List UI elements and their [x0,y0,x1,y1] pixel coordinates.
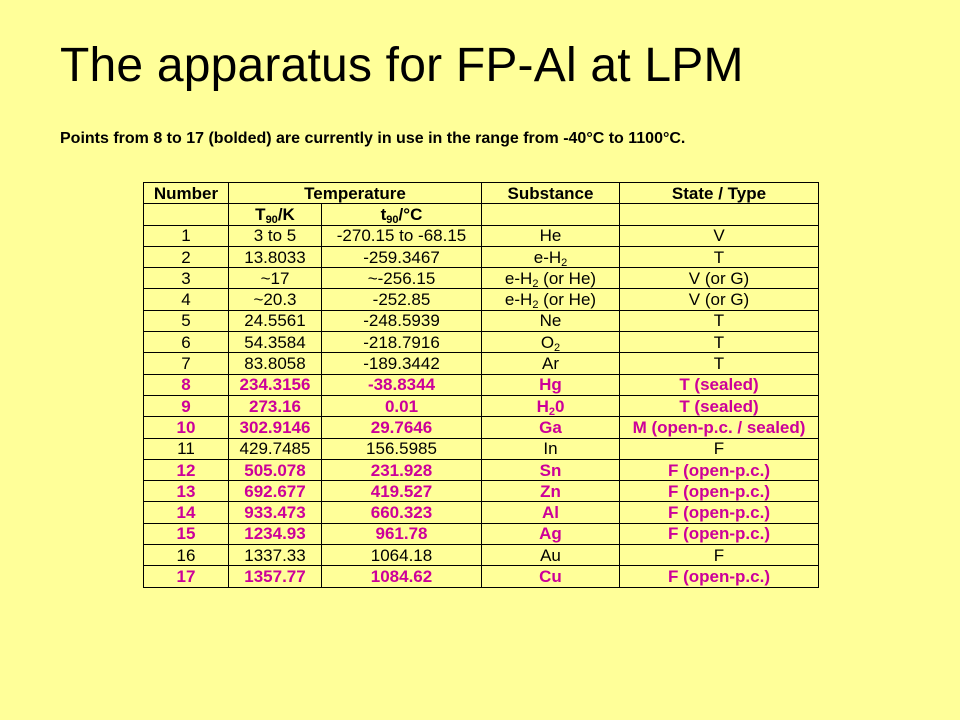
cell-substance: Zn [482,481,620,502]
cell-state-type: V (or G) [620,268,819,289]
cell-temp-celsius: -270.15 to -68.15 [322,225,482,246]
cell-number: 15 [144,523,229,544]
cell-temp-kelvin: 505.078 [229,459,322,480]
table-row [144,459,819,480]
cell-temp-kelvin: 273.16 [229,395,322,416]
cell-state-type: F [620,438,819,459]
subheader-empty [620,204,819,225]
cell-substance: Al [482,502,620,523]
cell-substance: $H_20$ [482,395,620,416]
cell-substance: $e-H_2$ [482,246,620,267]
cell-number: 5 [144,310,229,331]
cell-substance: Sn [482,459,620,480]
cell-temp-celsius: -259.3467 [322,246,482,267]
cell-state-type: F (open-p.c.) [620,459,819,480]
cell-state-type: T [620,310,819,331]
table-row [144,353,819,374]
cell-temp-kelvin: 83.8058 [229,353,322,374]
table-row [144,545,819,566]
table-row [144,289,819,310]
cell-temp-kelvin: 24.5561 [229,310,322,331]
cell-substance: In [482,438,620,459]
cell-state-type: T [620,353,819,374]
cell-state-type: T (sealed) [620,395,819,416]
cell-number: 7 [144,353,229,374]
cell-temp-celsius: -38.8344 [322,374,482,395]
cell-temp-kelvin: 234.3156 [229,374,322,395]
cell-number: 6 [144,332,229,353]
cell-state-type: V [620,225,819,246]
cell-temp-kelvin: ~20.3 [229,289,322,310]
table-row [144,523,819,544]
cell-temp-kelvin: 933.473 [229,502,322,523]
cell-temp-kelvin: 54.3584 [229,332,322,353]
header-number: Number [144,183,229,204]
header-temperature: Temperature [229,183,482,204]
header-substance: Substance [482,183,620,204]
cell-substance: Au [482,545,620,566]
table-row [144,332,819,353]
cell-number: 4 [144,289,229,310]
cell-number: 16 [144,545,229,566]
cell-number: 3 [144,268,229,289]
cell-state-type: T [620,332,819,353]
cell-temp-kelvin: 692.677 [229,481,322,502]
cell-temp-celsius: -218.7916 [322,332,482,353]
cell-substance: Ar [482,353,620,374]
cell-substance: Cu [482,566,620,587]
cell-substance: He [482,225,620,246]
subheader-empty [144,204,229,225]
fixed-points-table [143,182,819,588]
cell-state-type: F [620,545,819,566]
cell-number: 12 [144,459,229,480]
table-row [144,374,819,395]
cell-number: 10 [144,417,229,438]
cell-number: 14 [144,502,229,523]
cell-temp-celsius: 0.01 [322,395,482,416]
cell-temp-celsius: 29.7646 [322,417,482,438]
cell-number: 1 [144,225,229,246]
cell-temp-celsius: 1064.18 [322,545,482,566]
cell-temp-kelvin: 13.8033 [229,246,322,267]
cell-temp-celsius: -252.85 [322,289,482,310]
table-row [144,310,819,331]
table-row [144,566,819,587]
cell-state-type: M (open-p.c. / sealed) [620,417,819,438]
cell-temp-celsius: 961.78 [322,523,482,544]
cell-substance: Ga [482,417,620,438]
table-row [144,502,819,523]
cell-substance: Ne [482,310,620,331]
table-row [144,268,819,289]
cell-temp-kelvin: 1234.93 [229,523,322,544]
cell-state-type: F (open-p.c.) [620,502,819,523]
cell-temp-kelvin: 3 to 5 [229,225,322,246]
table-body [144,183,819,588]
cell-state-type: F (open-p.c.) [620,566,819,587]
subheader-empty [482,204,620,225]
cell-substance: $e-H_2$ (or He) [482,289,620,310]
table-row [144,417,819,438]
cell-temp-kelvin: 429.7485 [229,438,322,459]
cell-temp-celsius: 1084.62 [322,566,482,587]
cell-state-type: T (sealed) [620,374,819,395]
cell-state-type: F (open-p.c.) [620,523,819,544]
cell-temp-celsius: 156.5985 [322,438,482,459]
cell-temp-kelvin: 1357.77 [229,566,322,587]
cell-state-type: T [620,246,819,267]
cell-temp-celsius: ~-256.15 [322,268,482,289]
cell-substance: Hg [482,374,620,395]
table-subheader-row [144,204,819,225]
cell-state-type: V (or G) [620,289,819,310]
page-title: The apparatus for FP-Al at LPM [60,39,744,92]
subheader-t90-celsius: $t_{90}/^\circ C$ [322,204,482,225]
subheader-t90-kelvin: $T_{90}/K$ [229,204,322,225]
cell-temp-celsius: 419.527 [322,481,482,502]
cell-substance: Ag [482,523,620,544]
cell-temp-kelvin: ~17 [229,268,322,289]
cell-temp-celsius: -189.3442 [322,353,482,374]
cell-number: 11 [144,438,229,459]
page-subtitle: Points from 8 to 17 (bolded) are currently in use in the range from -40°C to 1100°C. [60,130,686,147]
table-header-row [144,183,819,204]
cell-number: 13 [144,481,229,502]
cell-temp-celsius: 660.323 [322,502,482,523]
table-row [144,438,819,459]
table-row [144,395,819,416]
cell-number: 9 [144,395,229,416]
cell-temp-kelvin: 1337.33 [229,545,322,566]
cell-state-type: F (open-p.c.) [620,481,819,502]
table-row [144,246,819,267]
cell-number: 17 [144,566,229,587]
cell-number: 8 [144,374,229,395]
cell-temp-celsius: -248.5939 [322,310,482,331]
table-row [144,481,819,502]
cell-substance: $O_2$ [482,332,620,353]
cell-temp-kelvin: 302.9146 [229,417,322,438]
table-row [144,225,819,246]
cell-substance: $e-H_2$ (or He) [482,268,620,289]
cell-number: 2 [144,246,229,267]
header-state-type: State / Type [620,183,819,204]
cell-temp-celsius: 231.928 [322,459,482,480]
